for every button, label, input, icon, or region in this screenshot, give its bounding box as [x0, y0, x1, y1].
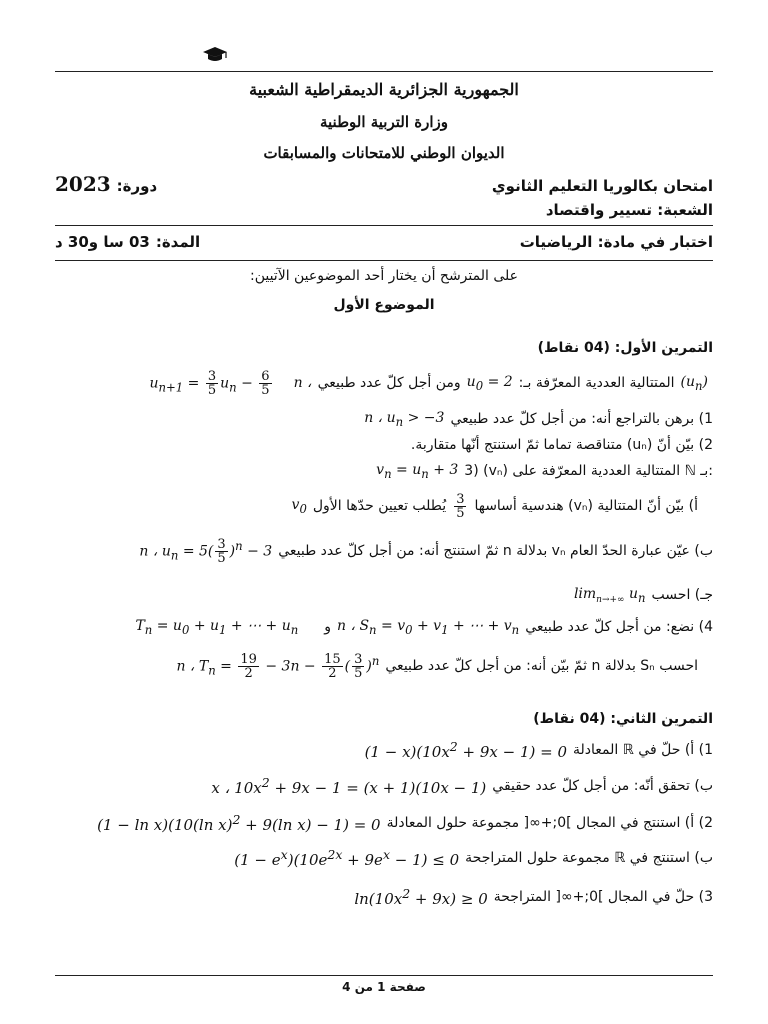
top-rule: [55, 71, 713, 72]
ex1-line6: ب) عيّن عبارة الحدّ العام vₙ بدلالة n ثمّ استنتج أنه: من أجل كلّ عدد طبيعي n ، $u_n = 5$( $\frac{3}{5}$ )$^n$ − 3: [139, 536, 713, 566]
subject-row: [55, 233, 713, 255]
ex1-line9: احسب Sₙ بدلالة n ثمّ بيّن أنه: من أجل كلّ عدد طبيعي n ، $T_n$ = $\frac{19}{2}$ − 3n − $\frac{15}{2}$ ( $\frac{3}{5}$ )$^n$: [176, 651, 698, 681]
exam-row: [55, 172, 713, 194]
ex1-line1: $(u_n)$ المتتالية العددية المعرّفة بـ: $u_0 = 2$ ومن أجل كلّ عدد طبيعي n ، $u_{n+1}$ = $\frac{3}{5}$ $u_n$ − $\frac{6}{5}$: [149, 368, 708, 398]
ex1-title: التمرين الأول: (04 نقاط): [537, 340, 713, 356]
session-label: دورة:: [116, 177, 158, 195]
ex2-line2: ب) تحقق أنّه: من أجل كلّ عدد حقيقي x ، $10x^2 + 9x - 1 = (x + 1)(10x - 1)$: [211, 775, 713, 797]
ex2-line1: 1) أ) حلّ في ℝ المعادلة $(1 - x)(10x^2 + 9x - 1) = 0$: [364, 739, 713, 761]
ex2-title: التمرين الثاني: (04 نقاط): [533, 711, 713, 727]
branch: الشعبة: تسيير واقتصاد: [545, 201, 713, 219]
subject: اختبار في مادة: الرياضيات: [519, 233, 713, 251]
duration-value: 03 سا و30 د: [55, 233, 150, 251]
exam-title: امتحان بكالوريا التعليم الثانوي: [491, 177, 713, 195]
office-title: الديوان الوطني للامتحانات والمسابقات: [263, 144, 505, 162]
ex1-line7: جـ) احسب $\lim_{n\to+\infty} u_n$: [573, 585, 713, 605]
session-year: 2023: [55, 172, 111, 196]
mid-rule-2: [55, 260, 713, 261]
ex1-line5: أ) بيّن أنّ المتتالية (vₙ) هندسية أساسها $\frac{3}{5}$ يُطلب تعيين حدّها الأول $v_0$: [291, 491, 698, 521]
choose-instruction: على المترشح أن يختار أحد الموضوعين الآتيين:: [249, 268, 518, 284]
bottom-rule: [55, 975, 713, 976]
ex1-line3: 2) بيّن أنّ (uₙ) متناقصة تماما ثمّ استنتج أنّها متقاربة.: [410, 437, 713, 453]
page-number: صفحة 1 من 4: [342, 980, 426, 994]
graduation-cap-icon: [202, 46, 228, 64]
ministry-title: وزارة التربية الوطنية: [319, 113, 448, 131]
topic-title: الموضوع الأول: [333, 297, 435, 313]
mid-rule-1: [55, 225, 713, 226]
ex1-line8: 4) نضع: من أجل كلّ عدد طبيعي n ، $S_n = v_0 + v_1$ + ⋯ + $v_n$ و $T_n = u_0 + u_1$ + ⋯ + $u_n$: [135, 617, 713, 637]
duration-label: المدة:: [155, 233, 201, 251]
ex2-line3: 2) أ) استنتج في المجال ]0;+∞[ مجموعة حلول المعادلة (1 − ln x)(10(ln x)$^2$ + 9(ln x) − 1) = 0: [97, 812, 713, 834]
ex1-line2: 1) برهن بالتراجع أنه: من أجل كلّ عدد طبيعي n ، $u_n > -3$: [364, 409, 713, 429]
ex2-line4: ب) استنتج في ℝ مجموعة حلول المتراجحة $(1 - e^x)(10e^{2x} + 9e^x - 1) \le 0$: [234, 847, 713, 869]
branch-row: [55, 201, 713, 223]
ex2-line5: 3) حلّ في المجال ]0;+∞[ المتراجحة $\ln(10x^2 + 9x) \ge 0$: [354, 886, 713, 908]
republic-title: الجمهورية الجزائرية الديمقراطية الشعبية: [249, 80, 519, 99]
ex1-line4: 3) (vₙ) المتتالية العددية المعرّفة على ℕ بـ: $v_n = u_n + 3$: [376, 461, 713, 481]
